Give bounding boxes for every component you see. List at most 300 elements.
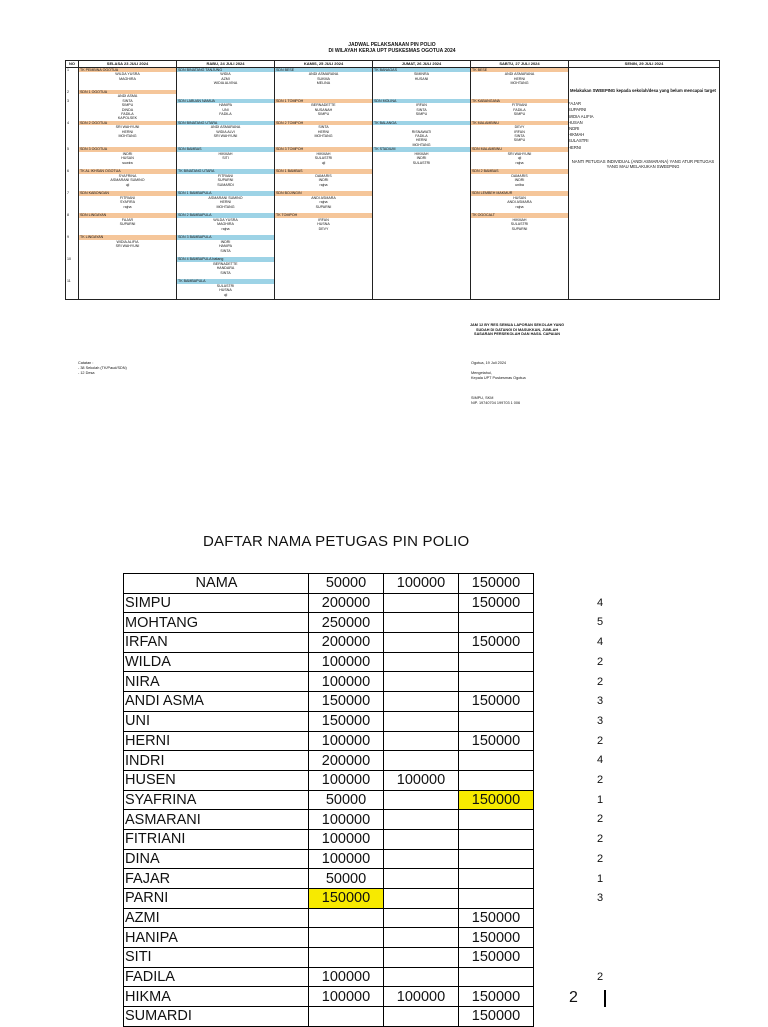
schedule-col-header: SENIN, 29 JULI 2024 — [569, 61, 720, 68]
schedule-cell: uji — [79, 183, 177, 187]
petugas-amount — [384, 751, 459, 771]
petugas-name: PARNI — [124, 889, 309, 909]
petugas-row — [124, 869, 534, 889]
petugas-count: 5 — [596, 616, 604, 629]
petugas-header-row — [124, 574, 534, 594]
schedule-cell: SINTA — [79, 99, 177, 103]
schedule-cell: SDN 1 OGOTUA — [79, 90, 177, 94]
schedule-cell: HUSNA — [177, 288, 275, 292]
petugas-table — [123, 573, 534, 1027]
petugas-name: FADILA — [124, 967, 309, 987]
petugas-count: 2 — [596, 774, 604, 786]
footer-line: - 12 Desa — [78, 371, 95, 375]
schedule-cell: 8 — [66, 213, 79, 217]
schedule-cell: ANDI ASMARA — [275, 196, 373, 200]
petugas-row — [124, 829, 534, 849]
petugas-name: MOHTANG — [124, 613, 309, 633]
petugas-amount — [384, 613, 459, 633]
petugas-amount: 150000 — [459, 633, 534, 653]
sabtu-note: JAM 12 BY RES SEMUA LAPORAN SEKOLAH YANG SUDAH DI DATANGI DI MASUKKAN, JUMLAH SASARAN PERSEKOLAH DAN HASIL CAPAIAN — [469, 323, 565, 337]
petugas-amount: 100000 — [309, 967, 384, 987]
petugas-amount: 100000 — [309, 731, 384, 751]
petugas-row — [124, 790, 534, 810]
petugas-name: SIMPU — [124, 593, 309, 613]
schedule-cell: TK STADIUM — [373, 147, 471, 151]
schedule-cell: WILDA YUSRA — [79, 72, 177, 76]
schedule-cell: HIKMAH — [471, 218, 569, 222]
petugas-count: 3 — [596, 892, 604, 905]
petugas-amount — [309, 1007, 384, 1027]
schedule-cell: SYAFIRA — [79, 200, 177, 204]
schedule-col-header: SABTU, 27 JULI 2024 — [471, 61, 569, 68]
schedule-cell: SDN 4 BAMBAPULA batang — [177, 257, 275, 261]
petugas-count: 1 — [596, 872, 604, 885]
schedule-cell: HIKMAH — [373, 152, 471, 156]
petugas-name: HERNI — [124, 731, 309, 751]
petugas-amount: 100000 — [309, 810, 384, 830]
petugas-amount — [384, 928, 459, 948]
petugas-amount — [459, 652, 534, 672]
schedule-cell: SDN 2 OGOTUA — [79, 121, 177, 125]
schedule-cell: SIMINRA — [373, 72, 471, 76]
schedule-cell: SRI WAHYUNI — [79, 125, 177, 129]
schedule-col-header: SELASA 23 JULI 2024 — [79, 61, 177, 68]
schedule-subtitle: DI WILAYAH KERJA UPT PUSKESMAS OGOTUA 2024 — [328, 48, 456, 54]
petugas-count: 2 — [596, 813, 604, 826]
petugas-row — [124, 889, 534, 909]
schedule-cell: UNI — [177, 108, 275, 112]
petugas-amount: 100000 — [309, 672, 384, 692]
schedule-cell: SUPARNI — [79, 222, 177, 226]
schedule-cell: FITRIANI — [471, 103, 569, 107]
petugas-name: UNI — [124, 711, 309, 731]
schedule-cell: SDN MOLINA — [373, 99, 471, 103]
petugas-amount: 100000 — [384, 770, 459, 790]
schedule-cell: SULASTRI — [471, 222, 569, 226]
sweeping-heading: Melakukan SWEEPING kepada sekolah/desa yang belum mencapai target — [570, 88, 716, 93]
schedule-cell: rajna — [471, 161, 569, 165]
schedule-cell: 2 — [66, 90, 79, 94]
schedule-cell: TK BAMBAPULA — [177, 279, 275, 283]
petugas-row — [124, 908, 534, 928]
petugas-amount — [384, 908, 459, 928]
schedule-cell: 7 — [66, 191, 79, 195]
petugas-amount — [459, 613, 534, 633]
petugas-amount — [384, 967, 459, 987]
schedule-cell: HERNI — [275, 130, 373, 134]
petugas-row — [124, 1007, 534, 1027]
petugas-name: SITI — [124, 948, 309, 968]
petugas-amount: 150000 — [459, 731, 534, 751]
schedule-cell: MAGHIRA — [177, 222, 275, 226]
page-number: 2 — [569, 989, 578, 1006]
schedule-cell: HUSNA — [275, 222, 373, 226]
petugas-count: 1 — [596, 793, 604, 806]
schedule-cell: SRI WAHYUNI — [471, 152, 569, 156]
petugas-name: HUSEN — [124, 770, 309, 790]
schedule-cell: BERNADETTE — [177, 262, 275, 266]
petugas-count: 2 — [596, 675, 604, 688]
schedule-cell: RISNAWATI — [373, 130, 471, 134]
schedule-cell: FADILA — [177, 112, 275, 116]
schedule-cell: TK KABANGANA — [471, 99, 569, 103]
schedule-cell: HANDARA — [177, 266, 275, 270]
schedule-cell: SUPARNI — [177, 178, 275, 182]
schedule-cell: INDRI — [471, 178, 569, 182]
petugas-row — [124, 751, 534, 771]
petugas-amount: 100000 — [309, 770, 384, 790]
petugas-amount: 200000 — [309, 751, 384, 771]
petugas-row — [124, 849, 534, 869]
petugas-row — [124, 613, 534, 633]
petugas-amount — [309, 948, 384, 968]
schedule-cell: MAGHIRA — [79, 77, 177, 81]
petugas-amount — [459, 711, 534, 731]
petugas-amount — [459, 849, 534, 869]
schedule-cell: 11 — [66, 279, 79, 283]
petugas-name: WILDA — [124, 652, 309, 672]
sweeping-name: SULASTRI — [568, 138, 589, 144]
schedule-cell: ANDI ASMARANA — [471, 72, 569, 76]
schedule-cell: HERNI — [373, 138, 471, 142]
schedule-cell: SIMPU — [373, 112, 471, 116]
sweeping-name: HERNI — [568, 144, 582, 150]
schedule-cell: SDN 3 BAMBAPULA — [177, 235, 275, 239]
schedule-cell: SULASTRI — [275, 156, 373, 160]
footer-line: Catatan : — [78, 361, 94, 365]
petugas-row — [124, 770, 534, 790]
petugas-amount: 50000 — [309, 790, 384, 810]
petugas-name: HIKMA — [124, 987, 309, 1007]
petugas-amount — [384, 731, 459, 751]
schedule-cell: DAMARIS — [471, 174, 569, 178]
schedule-cell: MOHTANG — [177, 205, 275, 209]
schedule-cell: SUKMA — [275, 77, 373, 81]
petugas-amount — [384, 692, 459, 712]
petugas-amount — [459, 751, 534, 771]
schedule-cell: ASMARANI SUMINO — [177, 196, 275, 200]
footer-line: - 38 Sekolah (TK/Paud/SDN) — [78, 366, 127, 370]
petugas-amount — [384, 889, 459, 909]
petugas-header-cell: 150000 — [459, 574, 534, 594]
schedule-cell: TK BALANGA — [373, 121, 471, 125]
schedule-cell: TK AL IKHSAN OGOTUA — [79, 169, 177, 173]
petugas-amount: 150000 — [459, 908, 534, 928]
petugas-row — [124, 652, 534, 672]
petugas-title: DAFTAR NAMA PETUGAS PIN POLIO — [203, 533, 470, 550]
schedule-cell: SDN LABUAN NAMUA — [177, 99, 275, 103]
schedule-cell: WIDIA ALIFIA — [79, 240, 177, 244]
schedule-cell: SULASTRI — [373, 161, 471, 165]
schedule-cell: IRFAN — [471, 130, 569, 134]
petugas-name: DINA — [124, 849, 309, 869]
schedule-cell: DEVY — [275, 227, 373, 231]
schedule-cell: SITI — [177, 156, 275, 160]
petugas-amount: 100000 — [309, 987, 384, 1007]
schedule-cell: TK LINGAYAN — [79, 235, 177, 239]
schedule-cell: rajna — [177, 227, 275, 231]
schedule-cell: TK BANAGAS — [373, 68, 471, 73]
schedule-cell: SULASTRI — [177, 284, 275, 288]
petugas-name: NIRA — [124, 672, 309, 692]
schedule-cell: suwira — [79, 161, 177, 165]
schedule-cell: BERNADETTE — [275, 103, 373, 107]
footer-line: NIP. 19740704 199703 1 006 — [471, 401, 521, 405]
schedule-cell: MOHTANG — [275, 134, 373, 138]
schedule-cell: SDN LEMBEH MAKMUR — [471, 191, 569, 195]
schedule-cell: HANIPA — [177, 103, 275, 107]
schedule-cell: DAMARIS — [275, 174, 373, 178]
schedule-cell: DEVY — [471, 125, 569, 129]
schedule-cell: HIKMAH — [177, 152, 275, 156]
petugas-row — [124, 948, 534, 968]
petugas-count: 4 — [596, 636, 604, 649]
schedule-cell: AZMI — [177, 77, 275, 81]
schedule-cell: SIMPU — [471, 138, 569, 142]
schedule-cell: SDN 3 OGOTUA — [79, 147, 177, 151]
schedule-cell: SDN BINATANG TANJUNG — [177, 68, 275, 73]
schedule-cell: SDN BINATANG UTARA — [177, 121, 275, 125]
schedule-cell: SINTA — [373, 108, 471, 112]
petugas-amount — [384, 633, 459, 653]
schedule-cell: FADILA — [79, 112, 177, 116]
petugas-count: 3 — [596, 695, 604, 708]
sweeping-note: NANTI PETUGAS INDIVIDUAL (ANDI ASMARANA) YANG ATUR PETUGAS YANG MAU MELAKUKAN SWEEPING — [571, 158, 715, 169]
schedule-cell: SDN 1 BAMBAS — [275, 169, 373, 173]
sweeping-name: HIKMAH — [568, 132, 585, 138]
schedule-cell: FITRIANI — [79, 196, 177, 200]
petugas-amount: 250000 — [309, 613, 384, 633]
schedule-cell: IRFAN — [275, 218, 373, 222]
schedule-col-header: KAMIS, 25 JULI 2024 — [275, 61, 373, 68]
petugas-name: HANIPA — [124, 928, 309, 948]
petugas-amount: 150000 — [309, 711, 384, 731]
schedule-cell: FADILA — [471, 108, 569, 112]
petugas-amount: 150000 — [459, 948, 534, 968]
schedule-cell: KAPOLSEK — [79, 116, 177, 120]
schedule-cell: HERNI — [79, 130, 177, 134]
petugas-name: SYAFRINA — [124, 790, 309, 810]
schedule-cell: uji — [177, 293, 275, 297]
petugas-row — [124, 672, 534, 692]
schedule-cell: ASMARANI SUMINO — [79, 178, 177, 182]
petugas-amount — [459, 770, 534, 790]
petugas-count: 2 — [596, 971, 604, 983]
schedule-cell: HERNI — [177, 200, 275, 204]
petugas-amount: 100000 — [309, 652, 384, 672]
schedule-cell: TK BINATANG UTARA — [177, 169, 275, 173]
senin-column-notes — [568, 88, 718, 169]
petugas-amount: 100000 — [309, 849, 384, 869]
schedule-cell: HIKMAH — [275, 152, 373, 156]
sweeping-names — [568, 101, 718, 151]
petugas-amount — [459, 869, 534, 889]
petugas-amount — [459, 672, 534, 692]
schedule-cell: NUSANAH — [275, 108, 373, 112]
schedule-cell: MOHTANG — [373, 143, 471, 147]
petugas-count: 2 — [596, 852, 604, 865]
schedule-cell: INDRI — [373, 156, 471, 160]
schedule-col-header: NO — [66, 61, 79, 68]
schedule-cell: SDN KABONGAN — [79, 191, 177, 195]
petugas-name: ANDI ASMA — [124, 692, 309, 712]
petugas-amount — [309, 928, 384, 948]
schedule-cell: 9 — [66, 235, 79, 239]
schedule-cell: SINTA — [275, 125, 373, 129]
schedule-col-header: JUMAT, 26 JULI 2024 — [373, 61, 471, 68]
petugas-amount — [384, 869, 459, 889]
petugas-amount: 150000 — [459, 987, 534, 1007]
petugas-count: 4 — [596, 754, 604, 767]
schedule-cell: SDN 1 BAMBAPULA — [177, 191, 275, 195]
footer-notes — [78, 361, 127, 376]
petugas-name: SUMARDI — [124, 1007, 309, 1027]
schedule-cell: WILDA YUSRA — [177, 218, 275, 222]
petugas-amount: 100000 — [309, 829, 384, 849]
schedule-cell: rajna — [471, 205, 569, 209]
petugas-amount — [384, 593, 459, 613]
schedule-cell: WIDIA ALVI — [177, 130, 275, 134]
petugas-count: 4 — [596, 596, 604, 609]
petugas-count: 2 — [596, 734, 604, 747]
petugas-row — [124, 928, 534, 948]
footer-line: Kepala UPT Puskesmas Ogotua — [471, 376, 526, 380]
schedule-cell: 10 — [66, 257, 79, 261]
schedule-cell: DINDA — [79, 108, 177, 112]
schedule-cell: HANIPA — [177, 244, 275, 248]
schedule-title: JADWAL PELAKSANAAN PIN POLIO — [348, 42, 436, 48]
text-cursor — [604, 990, 606, 1007]
petugas-amount: 150000 — [459, 790, 534, 810]
petugas-name: ASMARANI — [124, 810, 309, 830]
schedule-cell: SINTA — [177, 249, 275, 253]
petugas-amount — [384, 829, 459, 849]
petugas-amount: 150000 — [309, 889, 384, 909]
schedule-cell: uji — [471, 156, 569, 160]
schedule-cell: TK PEMBINA OGOTUA — [79, 68, 177, 73]
schedule-cell: HUSAN — [471, 196, 569, 200]
schedule-cell: SDN MALAMBINU — [471, 147, 569, 151]
schedule-cell: WIDIA ALVINA — [177, 81, 275, 85]
schedule-cell: FADILA — [373, 134, 471, 138]
petugas-amount — [384, 948, 459, 968]
schedule-cell: SDN 2 TOMPOH — [275, 121, 373, 125]
petugas-amount — [459, 967, 534, 987]
petugas-row — [124, 593, 534, 613]
sweeping-name: SUPARNI — [568, 107, 587, 113]
schedule-cell: ANDI ASMARANA — [177, 125, 275, 129]
schedule-cell: SUMARDI — [177, 183, 275, 187]
petugas-amount: 100000 — [384, 987, 459, 1007]
schedule-cell: TK BESE — [471, 68, 569, 73]
schedule-cell: HUSAN — [79, 156, 177, 160]
schedule-cell: FITRIANI — [177, 174, 275, 178]
sweeping-name: FAJAR — [568, 101, 582, 107]
schedule-cell: ANDI ASMA — [79, 94, 177, 98]
petugas-name: AZMI — [124, 908, 309, 928]
petugas-header-cell: 100000 — [384, 574, 459, 594]
petugas-row — [124, 987, 534, 1007]
schedule-cell: 4 — [66, 121, 79, 125]
schedule-cell: SDN LINGAYAN — [79, 213, 177, 217]
petugas-name: IRFAN — [124, 633, 309, 653]
petugas-amount: 200000 — [309, 593, 384, 613]
schedule-cell: 6 — [66, 169, 79, 173]
schedule-cell: HUSANI — [373, 77, 471, 81]
petugas-amount: 150000 — [459, 593, 534, 613]
schedule-cell: SINTA — [177, 271, 275, 275]
schedule-cell: SRI WAHYUNI — [177, 134, 275, 138]
schedule-cell: INDRI — [79, 152, 177, 156]
petugas-count: 2 — [596, 655, 604, 668]
schedule-cell: WIDIA — [177, 72, 275, 76]
petugas-amount: 150000 — [459, 1007, 534, 1027]
footer-signature — [471, 361, 526, 406]
schedule-cell: SDN 2 BAMBAPULA — [177, 213, 275, 217]
schedule-cell: IRFAN — [373, 103, 471, 107]
petugas-amount — [384, 711, 459, 731]
footer-line: Mengetahui, — [471, 371, 492, 375]
schedule-cell: SIMPU — [471, 112, 569, 116]
schedule-cell: SRI WAHYUNI — [79, 244, 177, 248]
petugas-name: FAJAR — [124, 869, 309, 889]
schedule-cell: ANDI ASMARA — [471, 200, 569, 204]
petugas-amount — [459, 889, 534, 909]
petugas-amount: 150000 — [459, 692, 534, 712]
footer-line: Ogotua, 19 Juli 2024 — [471, 361, 507, 365]
petugas-amount: 50000 — [309, 869, 384, 889]
schedule-cell: uji — [275, 161, 373, 165]
schedule-cell: SDN BOJINGIN — [275, 191, 373, 195]
schedule-cell: SDN 2 BAMBAS — [471, 169, 569, 173]
schedule-cell: TK OGOCALT — [471, 213, 569, 217]
schedule-col-header: RABU, 24 JULI 2024 — [177, 61, 275, 68]
petugas-row — [124, 810, 534, 830]
petugas-amount — [309, 908, 384, 928]
schedule-cell: MOHTANG — [471, 81, 569, 85]
petugas-amount — [459, 829, 534, 849]
petugas-amount — [384, 810, 459, 830]
petugas-row — [124, 633, 534, 653]
schedule-cell: 1 — [66, 68, 79, 73]
schedule-cell: TK MALAMBINU — [471, 121, 569, 125]
schedule-cell: INDRI — [177, 240, 275, 244]
schedule-cell: MOHTANG — [79, 134, 177, 138]
petugas-amount: 150000 — [309, 692, 384, 712]
petugas-amount: 200000 — [309, 633, 384, 653]
schedule-cell: rajna — [275, 183, 373, 187]
footer-line: SIMPU, SKM — [471, 396, 494, 400]
petugas-amount — [384, 1007, 459, 1027]
schedule-cell: SDN 3 TOMPOH — [275, 147, 373, 151]
petugas-count: 3 — [596, 714, 604, 727]
schedule-cell: SUPARNI — [275, 205, 373, 209]
schedule-cell: SUPARNI — [471, 227, 569, 231]
schedule-cell: HERNI — [471, 77, 569, 81]
sweeping-name: INDRI — [568, 125, 580, 131]
schedule-cell: SDN 1 TOMPOH — [275, 99, 373, 103]
schedule-cell: SDN BAMBAS — [177, 147, 275, 151]
petugas-amount — [384, 849, 459, 869]
schedule-cell: FAJAR — [79, 218, 177, 222]
schedule-cell: SIMPU — [275, 112, 373, 116]
sweeping-name: HUSAN — [568, 119, 583, 125]
petugas-row — [124, 692, 534, 712]
petugas-header-cell: NAMA — [124, 574, 309, 594]
sweeping-name: WIDIA ALIFIA — [568, 113, 594, 119]
petugas-row — [124, 711, 534, 731]
petugas-row — [124, 967, 534, 987]
